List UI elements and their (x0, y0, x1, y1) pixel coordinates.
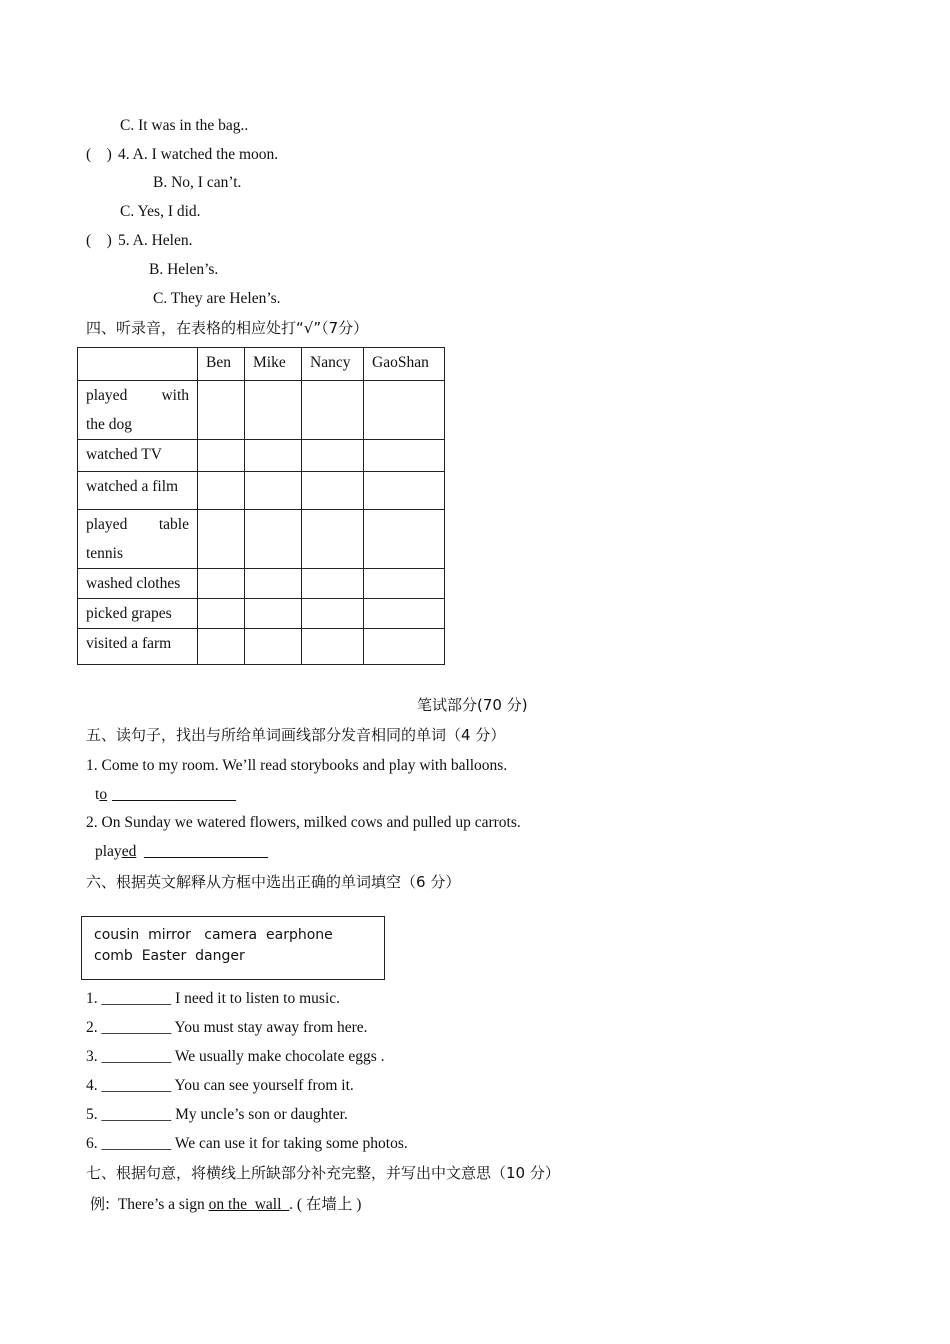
part6-item: 6. _________ We can use it for taking some photos. (86, 1135, 408, 1152)
word-bank-line: comb Easter danger (94, 948, 245, 964)
table-row (78, 440, 445, 472)
table-header-cell: Ben (198, 348, 245, 381)
check-cell[interactable] (245, 472, 302, 510)
check-cell[interactable] (198, 599, 245, 629)
part6-item: 3. _________ We usually make chocolate eggs . (86, 1048, 385, 1065)
row-label: watched TV (78, 440, 198, 472)
listening-table (77, 347, 445, 665)
q4-answer-paren: ( ) (86, 146, 112, 163)
q4-option-a: 4. A. I watched the moon. (118, 146, 279, 163)
part5-blanks-1[interactable]: ______ ________ (112, 786, 236, 803)
check-cell[interactable] (302, 510, 364, 569)
word-bank-line: cousin mirror camera earphone (94, 927, 333, 943)
part5-sentence-2: 2. On Sunday we watered flowers, milked cows and pulled up carrots. (86, 814, 521, 831)
q5-option-c: C. They are Helen’s. (153, 290, 281, 307)
table-header-cell: Nancy (302, 348, 364, 381)
check-cell[interactable] (245, 599, 302, 629)
word-bank-box (81, 916, 385, 980)
part5-word-1: to (95, 786, 108, 803)
written-section-heading: 笔试部分(70 分) (417, 696, 528, 714)
check-cell[interactable] (245, 440, 302, 472)
table-header-cell: Mike (245, 348, 302, 381)
table-header-cell: GaoShan (364, 348, 445, 381)
q3-option-c: C. It was in the bag.. (120, 117, 249, 134)
row-label: washed clothes (78, 569, 198, 599)
row-label: watched a film (78, 472, 198, 510)
check-cell[interactable] (364, 381, 445, 440)
table-row (78, 599, 445, 629)
part6-heading: 六、根据英文解释从方框中选出正确的单词填空（6 分） (86, 873, 461, 891)
row-label: visited a farm (78, 629, 198, 665)
part6-item: 1. _________ I need it to listen to music. (86, 990, 341, 1007)
q5-answer-paren: ( ) (86, 232, 112, 249)
check-cell[interactable] (198, 510, 245, 569)
check-cell[interactable] (198, 381, 245, 440)
check-cell[interactable] (364, 599, 445, 629)
q5-option-b: B. Helen’s. (149, 261, 219, 278)
check-cell[interactable] (302, 381, 364, 440)
check-cell[interactable] (245, 381, 302, 440)
table-header-row (78, 348, 445, 381)
check-cell[interactable] (245, 510, 302, 569)
table-row (78, 629, 445, 665)
table-header-cell (78, 348, 198, 381)
table-row (78, 569, 445, 599)
check-cell[interactable] (302, 472, 364, 510)
check-cell[interactable] (364, 472, 445, 510)
table-row (78, 472, 445, 510)
part6-item: 2. _________ You must stay away from here. (86, 1019, 368, 1036)
q4-option-c: C. Yes, I did. (120, 203, 201, 220)
part6-item: 4. _________ You can see yourself from it. (86, 1077, 354, 1094)
part5-sentence-1: 1. Come to my room. We’ll read storybooks and play with balloons. (86, 757, 508, 774)
check-cell[interactable] (198, 569, 245, 599)
q5-option-a: 5. A. Helen. (118, 232, 193, 249)
check-cell[interactable] (364, 569, 445, 599)
check-cell[interactable] (245, 629, 302, 665)
check-cell[interactable] (364, 510, 445, 569)
row-label: played with the dog (78, 381, 198, 440)
check-cell[interactable] (245, 569, 302, 599)
table-row (78, 381, 445, 440)
check-cell[interactable] (302, 599, 364, 629)
part6-item: 5. _________ My uncle’s son or daughter. (86, 1106, 348, 1123)
check-cell[interactable] (302, 569, 364, 599)
q4-option-b: B. No, I can’t. (153, 174, 242, 191)
part5-blanks-2[interactable]: ______ ________ (144, 843, 268, 860)
part7-example: 例: There’s a sign on the_wall_. ( 在墙上 ) (90, 1195, 362, 1213)
check-cell[interactable] (302, 440, 364, 472)
row-label: picked grapes (78, 599, 198, 629)
check-cell[interactable] (364, 440, 445, 472)
table-row (78, 510, 445, 569)
row-label: played table tennis (78, 510, 198, 569)
part5-word-2: played (95, 843, 137, 860)
part7-heading: 七、根据句意，将横线上所缺部分补充完整，并写出中文意思（10 分） (86, 1164, 560, 1182)
check-cell[interactable] (198, 472, 245, 510)
check-cell[interactable] (198, 440, 245, 472)
check-cell[interactable] (198, 629, 245, 665)
part5-heading: 五、读句子，找出与所给单词画线部分发音相同的单词（4 分） (86, 726, 506, 744)
check-cell[interactable] (302, 629, 364, 665)
part4-heading: 四、听录音，在表格的相应处打“√”（7分） (86, 319, 369, 337)
check-cell[interactable] (364, 629, 445, 665)
